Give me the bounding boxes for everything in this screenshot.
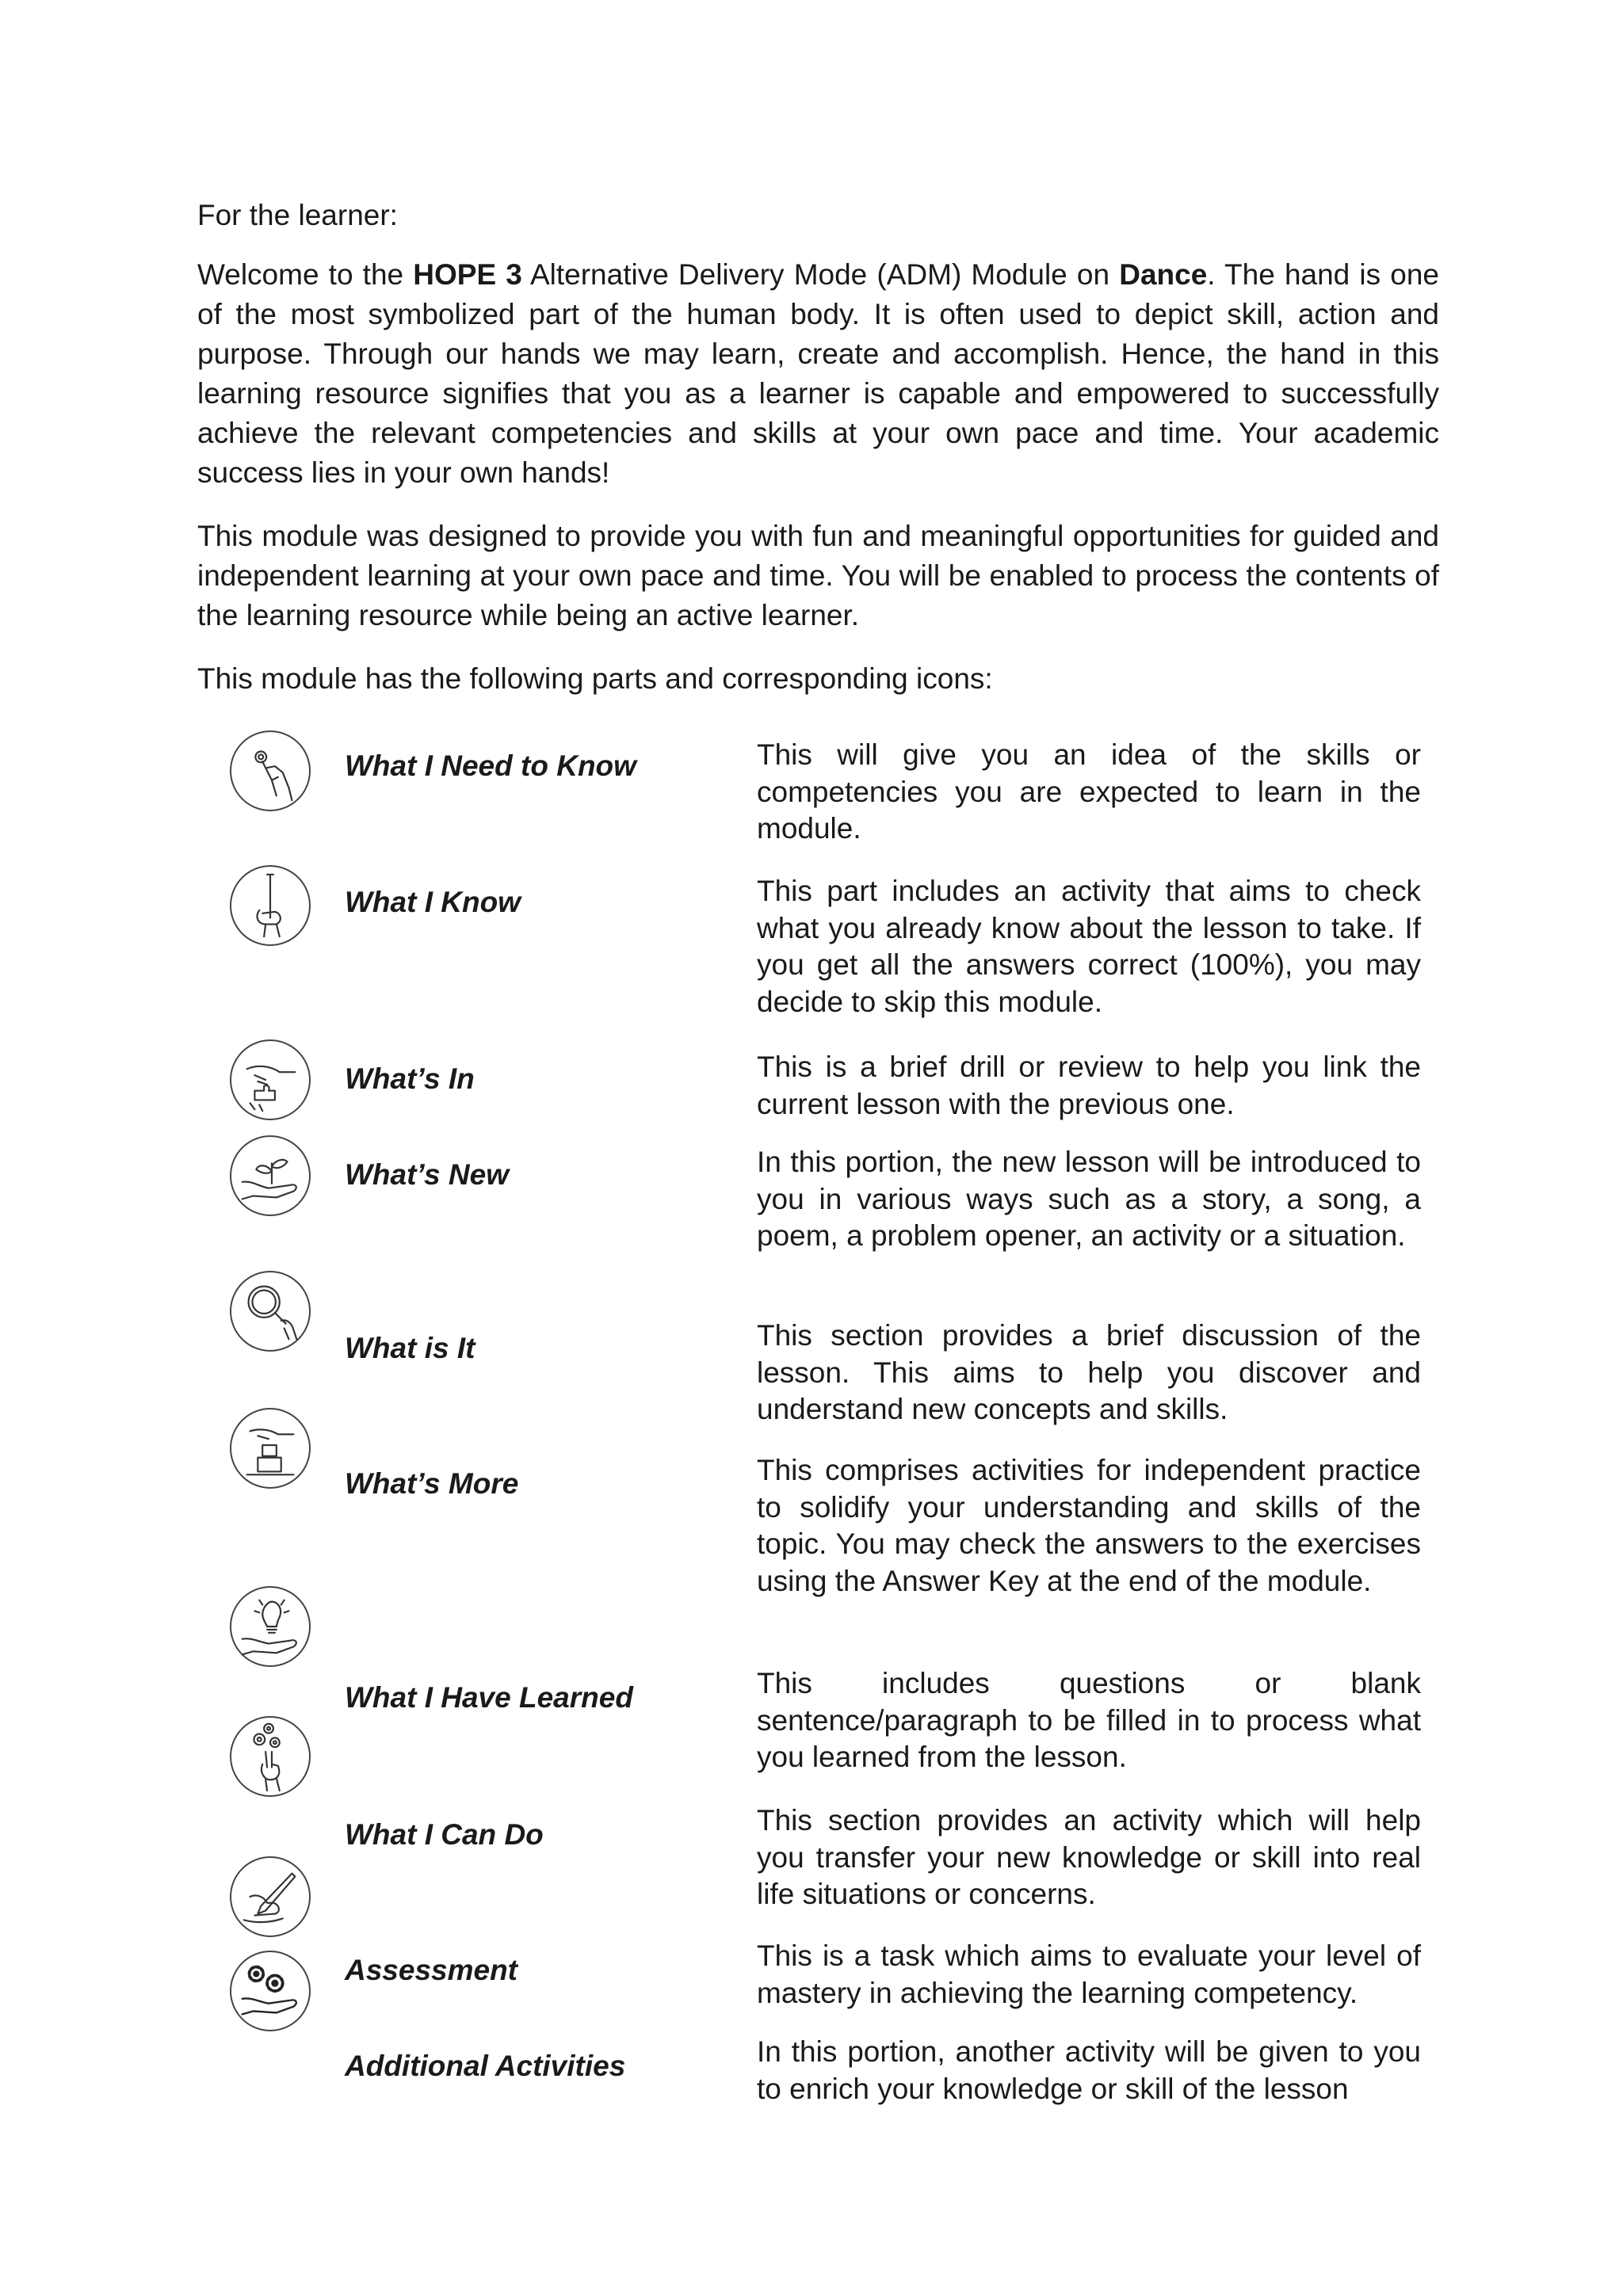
magnifying-glass-icon <box>230 1271 311 1352</box>
intro-text-3: . The hand is one of the most symbolized part of the human body. It is often used to depict skill, action and purpose. Through our hands we may learn, create and accomplish. Hence, the hand in this learning resource signifies that you as a learner is capable and empowered to successfully achieve the relevant competencies and skills at your own pace and time. Your academic success lies in your own hands! <box>197 258 1439 489</box>
hand-holding-plant-icon <box>230 1135 311 1216</box>
part-name-whats-more: What’s More <box>345 1467 519 1500</box>
part-name-assessment: Assessment <box>345 1954 518 1986</box>
part-name-what-i-have-learned: What I Have Learned <box>345 1681 633 1714</box>
part-name-whats-new: What’s New <box>345 1158 509 1191</box>
greeting-heading: For the learner: <box>197 199 398 231</box>
part-desc-what-i-know: This part includes an activity that aims to check what you already know about the lesson to take. If you get all the answers correct (100%), you may decide to skip this module. <box>757 875 1421 1018</box>
part-name-what-i-know: What I Know <box>345 886 521 918</box>
part-desc-additional-activities: In this portion, another activity will be given to you to enrich your knowledge or skill of the lesson <box>757 2035 1421 2105</box>
part-name-additional-activities: Additional Activities <box>345 2050 626 2082</box>
part-name-what-i-need-to-know: What I Need to Know <box>345 749 636 782</box>
part-desc-whats-more: This comprises activities for independent practice to solidify your understanding and skills of the topic. You may check the answers to the exercises using the Answer Key at the end of the module. <box>757 1454 1421 1597</box>
part-desc-what-i-need-to-know: This will give you an idea of the skills or competencies you are expected to learn in the module. <box>757 738 1421 845</box>
subject-name: HOPE 3 <box>413 258 522 291</box>
hand-with-gears-icon <box>230 1951 311 2031</box>
hand-with-puzzle-icon <box>230 1039 311 1120</box>
part-name-what-i-can-do: What I Can Do <box>345 1818 544 1851</box>
intro-text-2: Alternative Delivery Mode (ADM) Module on <box>521 258 1120 291</box>
purpose-paragraph: This module was designed to provide you with fun and meaningful opportunities for guided and independent learning at your own pace and time. You will be enabled to process the contents of the learning resource while being an active learner. <box>197 520 1439 631</box>
part-name-what-is-it: What is It <box>345 1332 475 1364</box>
intro-paragraph <box>197 255 1439 493</box>
part-name-whats-in: What’s In <box>345 1062 475 1095</box>
part-desc-what-i-can-do: This section provides an activity which will help you transfer your new knowledge or skill into real life situations or concerns. <box>757 1804 1421 1910</box>
hand-stacking-blocks-icon <box>230 1408 311 1489</box>
hand-with-lightbulb-icon <box>230 1586 311 1667</box>
pointing-hand-icon <box>230 730 311 811</box>
parts-intro-paragraph: This module has the following parts and corresponding icons: <box>197 662 993 695</box>
part-desc-whats-in: This is a brief drill or review to help you link the current lesson with the previous one. <box>757 1051 1421 1120</box>
part-desc-assessment: This is a task which aims to evaluate your level of mastery in achieving the learning competency. <box>757 1939 1421 2009</box>
intro-text-1: Welcome to the <box>197 258 414 291</box>
hand-writing-icon <box>230 1856 311 1937</box>
part-desc-whats-new: In this portion, the new lesson will be introduced to you in various ways such as a story, a song, a poem, a problem opener, an activity or a situation. <box>757 1146 1421 1252</box>
hand-with-gears-up-icon <box>230 1716 311 1797</box>
part-desc-what-is-it: This section provides a brief discussion of the lesson. This aims to help you discover and understand new concepts and skills. <box>757 1319 1421 1425</box>
hand-holding-pencil-icon <box>230 865 311 946</box>
part-desc-what-i-have-learned: This includes questions or blank sentence/paragraph to be filled in to process what you learned from the lesson. <box>757 1667 1421 1773</box>
module-topic: Dance <box>1119 258 1208 291</box>
